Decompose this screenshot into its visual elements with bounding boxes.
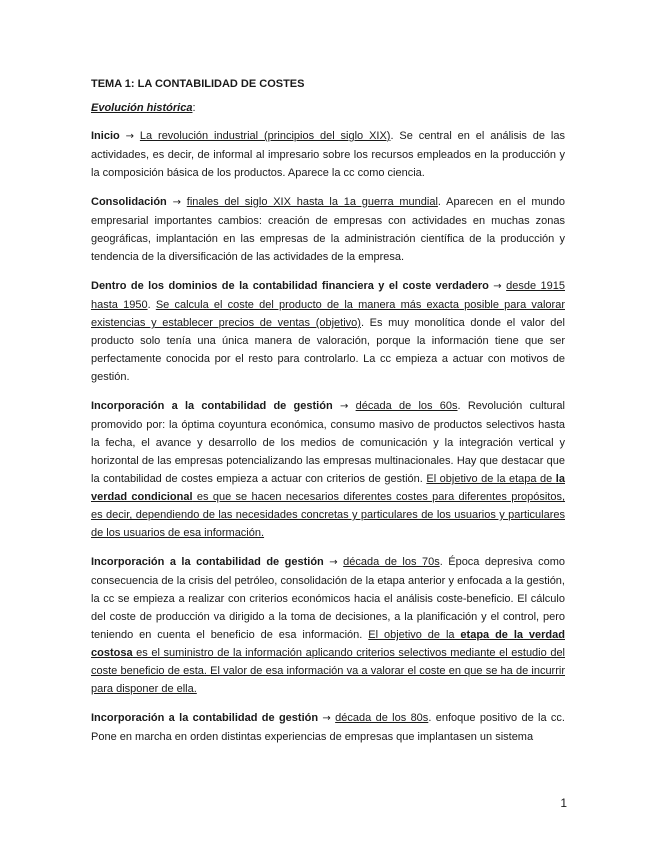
period-underlined: década de los 80s xyxy=(335,712,429,724)
objective-underlined: El objetivo de la etapa de xyxy=(426,473,556,485)
paragraph-text: . Época depresiva como consecuencia de la crisis del petróleo, consolidación de la etapa anterior y enfocada a la gestión, la cc se empieza a realizar con criterios económicos hacia el análisis coste-beneficio. El cálculo del coste de producción va dirigido a la toma de decisiones, a la planificación y el control, pero teniendo en cuenta el beneficio de esa información. xyxy=(91,556,565,641)
objective-underlined: Se calcula el coste del producto de la manera más exacta posible para valorar existencias y establecer precios de ventas (objetivo) xyxy=(91,299,565,329)
objective-underlined-rest: es que se hacen necesarios diferentes costes para diferentes propósitos, es decir, dependiendo de las necesidades concretas y particulares de los usuarios y particulares de los usuarios de esa información. xyxy=(91,491,566,539)
page-number: 1 xyxy=(560,796,567,810)
paragraph-text: . Revolución cultural promovido por: la óptima coyuntura económica, consumo masivo de productos selectivos hasta la fecha, el avance y desarrollo de los medios de comunicación y la integración vertical y horizontal de las empresas potencializando las empresas multinacionales. Hay que destacar que la contabilidad de costes empieza a actuar con criterios de gestión. xyxy=(91,400,565,485)
arrow-icon: → xyxy=(322,713,331,724)
section-heading-colon: : xyxy=(192,102,196,114)
period-underlined: década de los 70s xyxy=(343,556,440,568)
arrow-icon: → xyxy=(329,557,338,568)
paragraph-text: . enfoque positivo de la cc. Pone en marcha en orden distintas experiencias de empresas que implantasen un sistema xyxy=(91,712,565,743)
period-underlined: década de los 60s xyxy=(355,400,458,412)
paragraph-label: Incorporación a la contabilidad de gestión xyxy=(91,400,333,412)
paragraph-label: Incorporación a la contabilidad de gestión xyxy=(91,556,324,568)
objective-underlined-rest: es el suministro de la información aplicando criterios selectivos mediante el estudio del coste beneficio de esta. El valor de esa información va a valorar el coste en que se ha de incurrir para disponer de ella. xyxy=(91,647,565,695)
arrow-icon: → xyxy=(125,131,135,142)
stage-name: la verdad condicional xyxy=(91,473,565,503)
period-underlined: La revolución industrial (principios del siglo XIX) xyxy=(139,130,391,142)
period-underlined: finales del siglo XIX hasta la 1a guerra mundial xyxy=(186,196,438,208)
paragraph-text: . Se central en el análisis de las actividades, es decir, de informal al impresario sobre los recursos empleados en la producción y la composición básica de los productos. Aparece la cc como ciencia. xyxy=(91,130,565,179)
arrow-icon: → xyxy=(172,197,181,208)
objective-underlined: El objetivo de la xyxy=(368,629,461,641)
paragraph-gestion-60s xyxy=(91,397,565,542)
paragraph-text: . Es muy monolítica donde el valor del producto solo tenía una única manera de valoración, porque la información tiene que ser perfectamente conocida por el resto para controlarlo. La cc empieza a actuar con motivos de gestión. xyxy=(91,317,565,383)
section-heading xyxy=(91,99,565,117)
paragraph-label: Dentro de los dominios de la contabilidad financiera y el coste verdadero xyxy=(91,280,489,292)
paragraph-text: . Aparecen en el mundo empresarial importantes cambios: creación de empresas con actividades en muchas zonas geográficas, implantación en las empresas de la administración científica de la producción y tendencia de la diversificación de las actividades de la empresa. xyxy=(91,196,565,263)
period-underlined: desde 1915 hasta 1950 xyxy=(91,280,565,311)
stage-name: etapa de la verdad costosa xyxy=(91,629,565,659)
paragraph-label: Inicio xyxy=(91,130,120,142)
section-heading-label: Evolución histórica xyxy=(91,102,193,114)
paragraph-coste-verdadero xyxy=(91,277,565,386)
separator-text: . xyxy=(147,299,156,311)
arrow-icon: → xyxy=(493,281,502,292)
arrow-icon: → xyxy=(339,401,349,412)
paragraph-gestion-80s xyxy=(91,709,565,746)
paragraph-gestion-70s xyxy=(91,553,565,698)
paragraph-label: Consolidación xyxy=(91,196,167,208)
document-body xyxy=(91,75,565,757)
document-title: TEMA 1: LA CONTABILIDAD DE COSTES xyxy=(91,78,305,90)
paragraph-consolidacion xyxy=(91,193,565,266)
paragraph-label: Incorporación a la contabilidad de gestión xyxy=(91,712,319,724)
paragraph-inicio xyxy=(91,127,565,182)
